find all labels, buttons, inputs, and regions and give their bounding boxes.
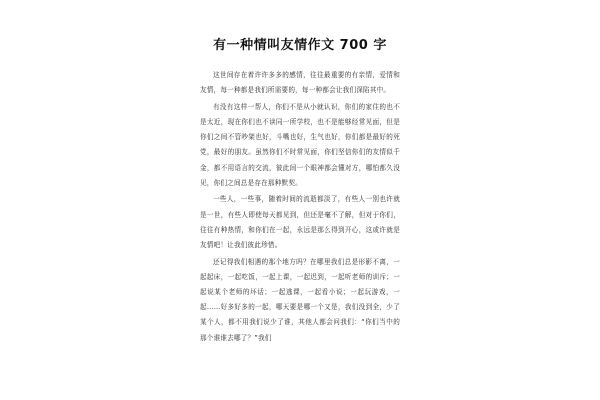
document-title: 有一种情叫友情作文 700 字 <box>213 38 387 53</box>
paragraph: 这世间存在着许许多多的感情，往往最重要的有亲情，爱情和友情，每一种都是我们所需要的，每一种都会让我们深陷其中。 <box>200 71 400 95</box>
paragraph: 有没有这样一帮人，你们不是从小就认识，你们的家住的也不是太近，现在你们也不读同一所学校，也不是能够经常见面，但是你们之间不管吵架也好，斗嘴也好，生气也好，你们都是最好的死党，最好的朋友。虽然你们不时常见面，你们坚信你们的友情似千金，都不用语言的交流，彼此间一个眼神都会懂对方，哪怕都久没见，你们之间总是存在那种默契。 <box>200 102 400 187</box>
document-body <box>200 68 400 347</box>
paragraph: 还记得我们相遇的那个地方吗？在哪里我们总是形影不离，一起起床，一起吃饭，一起上课，一起迟到，一起听老师的训斥；一起说某个老师的坏话；一起逃课，一起看小说；一起玩游戏，一起……好多好多的一起，哪天要是哪一个又是，我们没到全，少了某个人，都不用我们说少了谁，其他人都会问我们：“你们当中的那个谁谁去哪了？”我们 <box>200 257 400 342</box>
paragraph: 一些人，一些事，随着时间的流逝都淡了，有些人一别也许就是一世，有些人即使每天都见到，但还是毫不了解，但对于你们，往往有种热情，和你们在一起，永远是那么得到开心，这或许就是友情吧！让我们彼此珍惜。 <box>200 195 400 250</box>
